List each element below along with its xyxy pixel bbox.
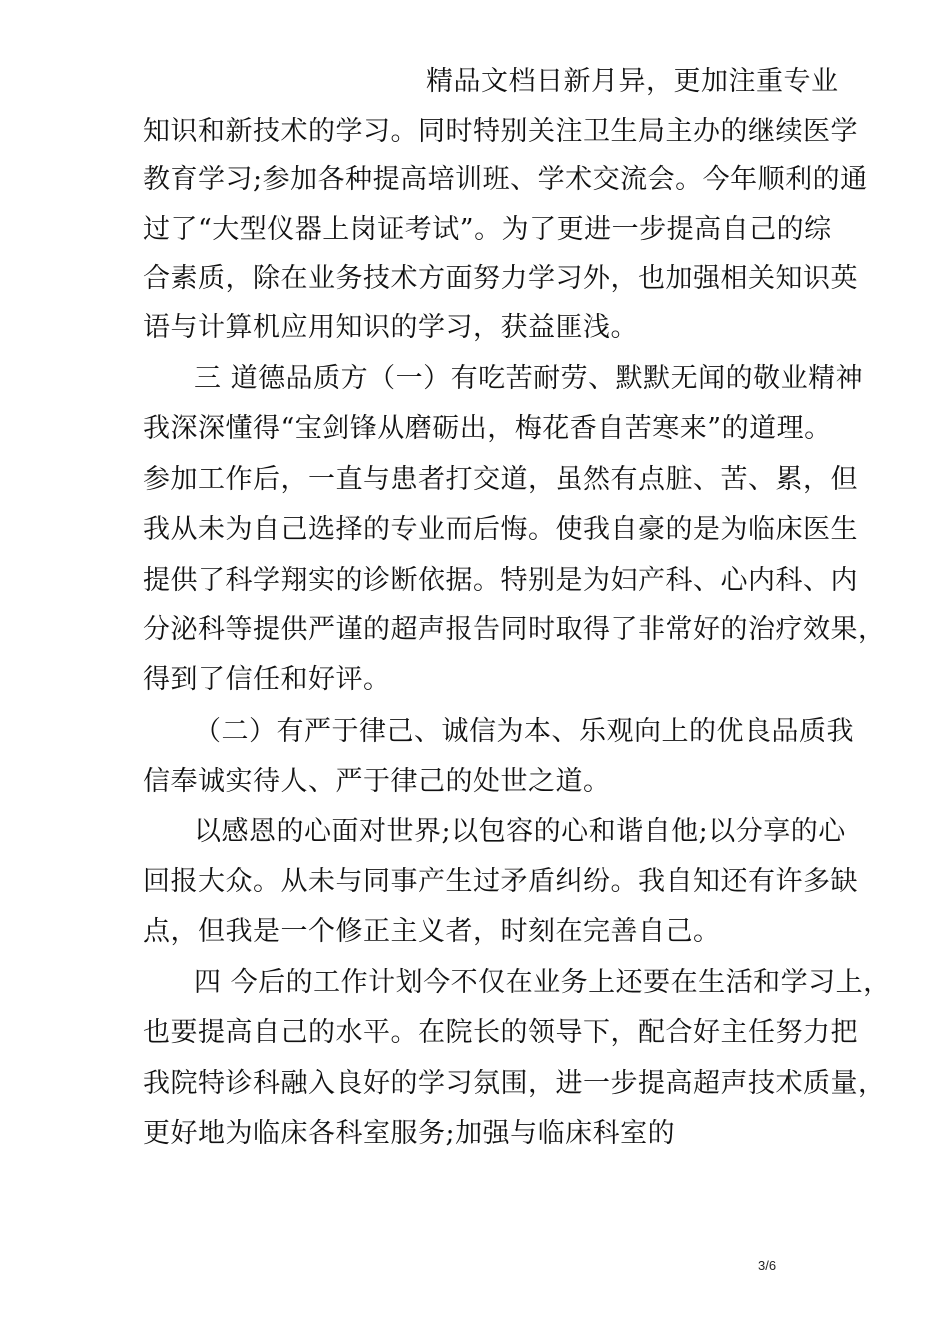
text-line: 更好地为临床各科室服务;加强与临床科室的 (143, 1118, 676, 1149)
text-line: 回报大众。从未与同事产生过矛盾纠纷。我自知还有许多缺 (143, 866, 858, 897)
text-line: 过了“大型仪器上岗证考试”。为了更进一步提高自己的综 (143, 214, 832, 245)
text-line: 参加工作后，一直与患者打交道，虽然有点脏、苦、累，但 (143, 464, 858, 495)
text-line: 提供了科学翔实的诊断依据。特别是为妇产科、心内科、内 (143, 565, 858, 596)
page-number: 3/6 (758, 1258, 777, 1273)
text-line: 我从未为自己选择的专业而后悔。使我自豪的是为临床医生 (143, 514, 858, 545)
text-line: 合素质，除在业务技术方面努力学习外，也加强相关知识英 (143, 263, 858, 294)
text-line: 我深深懂得“宝剑锋从磨砺出，梅花香自苦寒来”的道理。 (143, 413, 832, 444)
text-line: 语与计算机应用知识的学习，获益匪浅。 (143, 312, 638, 343)
text-line: 分泌科等提供严谨的超声报告同时取得了非常好的治疗效果， (143, 614, 886, 645)
paragraph-start-line: 以感恩的心面对世界;以包容的心和谐自他;以分享的心 (194, 816, 846, 847)
text-line: 我院特诊科融入良好的学习氛围，进一步提高超声技术质量， (143, 1068, 886, 1099)
section-heading-line: 三 道德品质方（一）有吃苦耐劳、默默无闻的敬业精神 (194, 363, 864, 394)
text-line: 也要提高自己的水平。在院长的领导下，配合好主任努力把 (143, 1017, 858, 1048)
text-line: 得到了信任和好评。 (143, 664, 391, 695)
subsection-line: （二）有严于律己、诚信为本、乐观向上的优良品质我 (194, 716, 854, 747)
text-line: 点，但我是一个修正主义者，时刻在完善自己。 (143, 916, 721, 947)
section-heading-line: 四 今后的工作计划今不仅在业务上还要在生活和学习上， (194, 967, 891, 998)
text-line: 信奉诚实待人、严于律己的处世之道。 (143, 766, 611, 797)
text-line: 知识和新技术的学习。同时特别关注卫生局主办的继续医学 (143, 116, 858, 147)
text-line: 精品文档日新月异，更加注重专业 (426, 66, 839, 97)
text-line: 教育学习;参加各种提高培训班、学术交流会。今年顺利的通 (143, 164, 868, 195)
